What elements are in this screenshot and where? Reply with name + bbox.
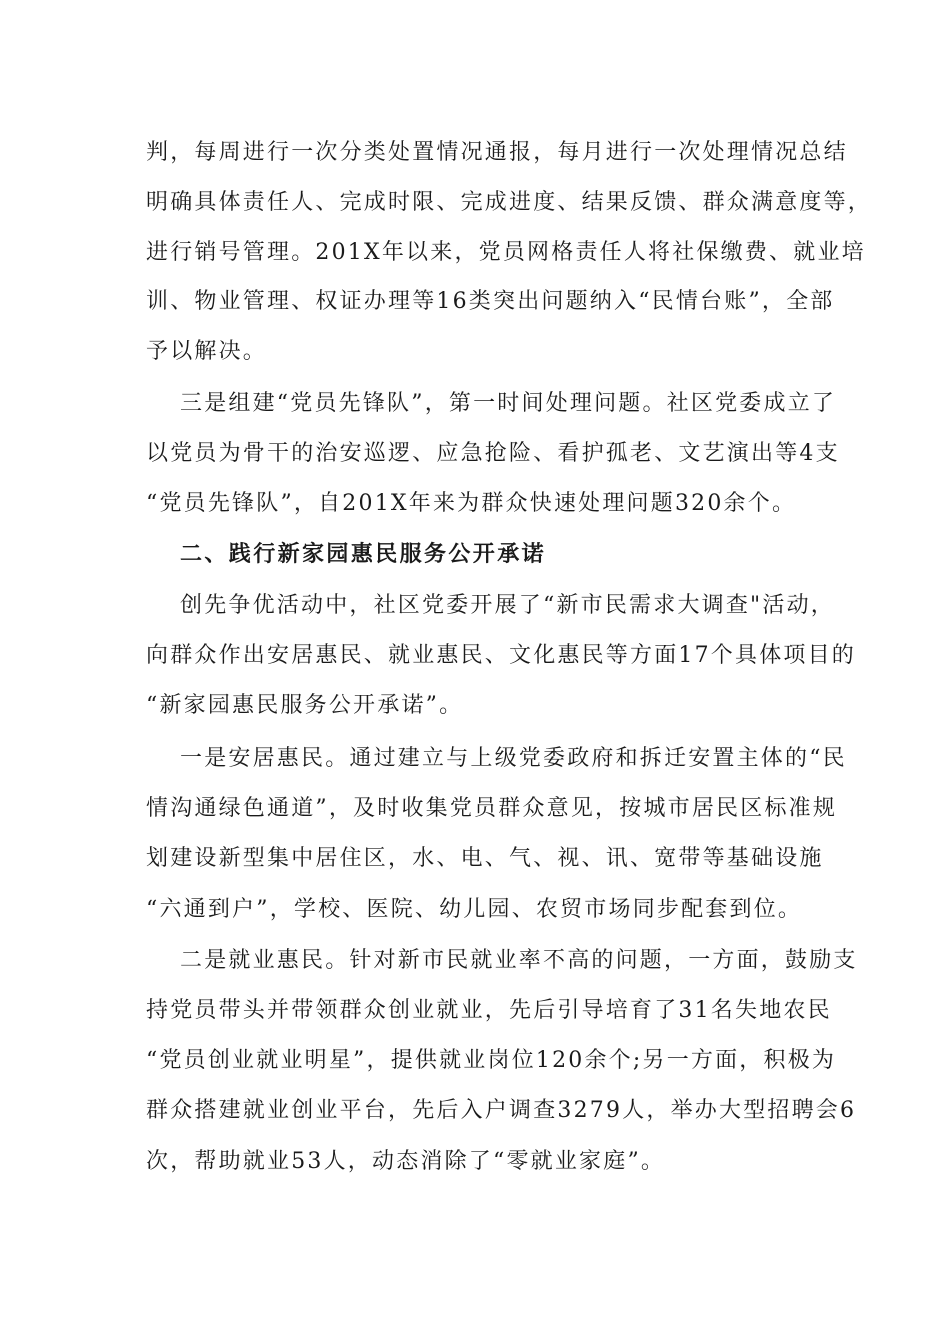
paragraph-5-line-2: 持党员带头并带领群众创业就业，先后引导培育了31名失地农民 (146, 998, 832, 1023)
paragraph-3-line-3: “新家园惠民服务公开承诺”。 (146, 693, 464, 718)
paragraph-3-line-1: 创先争优活动中，社区党委开展了“新市民需求大调查"活动， (180, 593, 835, 618)
paragraph-2-line-1: 三是组建“党员先锋队”，第一时间处理问题。社区党委成立了 (180, 391, 837, 416)
paragraph-1-line-5: 予以解决。 (146, 339, 268, 364)
paragraph-4-line-2: 情沟通绿色通道”，及时收集党员群众意见，按城市居民区标准规 (146, 796, 838, 821)
paragraph-2-line-2: 以党员为骨干的治安巡逻、应急抢险、看护孤老、文艺演出等4支 (146, 441, 840, 466)
paragraph-4-line-4: “六通到户”，学校、医院、幼儿园、农贸市场同步配套到位。 (146, 897, 803, 922)
paragraph-3-line-2: 向群众作出安居惠民、就业惠民、文化惠民等方面17个具体项目的 (146, 643, 856, 668)
paragraph-2-line-3: “党员先锋队”，自201X年来为群众快速处理问题320余个。 (146, 491, 797, 516)
paragraph-5-line-5: 次，帮助就业53人，动态消除了“零就业家庭”。 (146, 1149, 666, 1174)
paragraph-1-line-4: 训、物业管理、权证办理等16类突出问题纳入“民情台账”，全部 (146, 289, 835, 314)
paragraph-5-line-4: 群众搭建就业创业平台，先后入户调查3279人，举办大型招聘会6 (146, 1098, 857, 1123)
section-heading: 二、践行新家园惠民服务公开承诺 (180, 542, 547, 567)
paragraph-4-line-3: 划建设新型集中居住区，水、电、气、视、讯、宽带等基础设施 (146, 846, 824, 871)
paragraph-1-line-2: 明确具体责任人、完成时限、完成进度、结果反馈、群众满意度等， (146, 190, 873, 215)
paragraph-1-line-3: 进行销号管理。201X年以来，党员网格责任人将社保缴费、就业培 (146, 240, 866, 265)
paragraph-5-line-3: “党员创业就业明星”，提供就业岗位120余个;另一方面，积极为 (146, 1048, 837, 1073)
paragraph-4-line-1: 一是安居惠民。通过建立与上级党委政府和拆迁安置主体的“民 (180, 746, 847, 771)
paragraph-5-line-1: 二是就业惠民。针对新市民就业率不高的问题，一方面，鼓励支 (180, 948, 858, 973)
paragraph-1-line-1: 判，每周进行一次分类处置情况通报，每月进行一次处理情况总结 (146, 140, 848, 165)
